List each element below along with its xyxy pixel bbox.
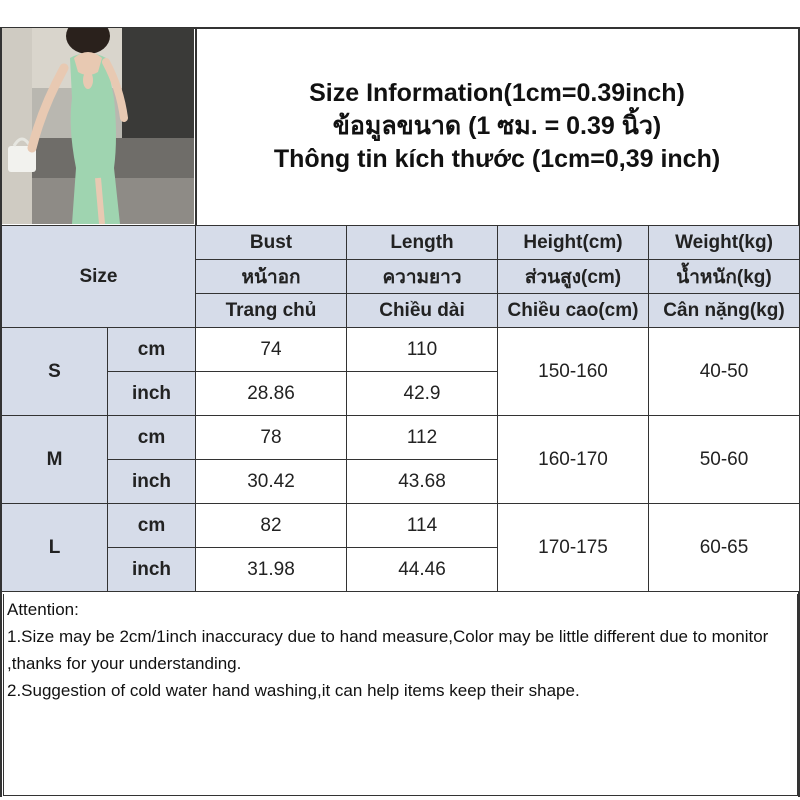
col-weight-en: Weight(kg)	[649, 226, 800, 260]
height-value: 150-160	[498, 328, 649, 416]
bust-inch-value: 30.42	[196, 460, 347, 504]
col-bust-th: หน้าอก	[196, 260, 347, 294]
col-height-th: ส่วนสูง(cm)	[498, 260, 649, 294]
col-height-vi: Chiều cao(cm)	[498, 294, 649, 328]
col-length-en: Length	[347, 226, 498, 260]
col-length-th: ความยาว	[347, 260, 498, 294]
weight-value: 50-60	[649, 416, 800, 504]
bust-inch-value: 31.98	[196, 548, 347, 592]
col-bust-en: Bust	[196, 226, 347, 260]
title-block	[196, 28, 798, 224]
table-row	[2, 504, 800, 548]
length-cm-value: 114	[347, 504, 498, 548]
title-thai: ข้อมูลขนาด (1 ซม. = 0.39 นิ้ว)	[332, 111, 662, 140]
bust-cm-value: 78	[196, 416, 347, 460]
unit-inch-label: inch	[108, 460, 196, 504]
size-m-label: M	[2, 416, 108, 504]
unit-cm-label: cm	[108, 328, 196, 372]
length-cm-value: 112	[347, 416, 498, 460]
size-l-label: L	[2, 504, 108, 592]
title-vietnamese: Thông tin kích thước (1cm=0,39 inch)	[273, 144, 721, 173]
length-cm-value: 110	[347, 328, 498, 372]
bust-cm-value: 82	[196, 504, 347, 548]
unit-inch-label: inch	[108, 548, 196, 592]
length-inch-value: 43.68	[347, 460, 498, 504]
size-header: Size	[2, 226, 196, 328]
product-photo	[2, 28, 194, 224]
weight-value: 60-65	[649, 504, 800, 592]
col-weight-th: น้ำหนัก(kg)	[649, 260, 800, 294]
length-inch-value: 42.9	[347, 372, 498, 416]
col-weight-vi: Cân nặng(kg)	[649, 294, 800, 328]
col-bust-vi: Trang chủ	[196, 294, 347, 328]
unit-cm-label: cm	[108, 416, 196, 460]
bust-cm-value: 74	[196, 328, 347, 372]
notes-line-1: 1.Size may be 2cm/1inch inaccuracy due to hand measure,Color may be little different due to monitor ,thanks for your understanding.	[7, 627, 769, 673]
unit-inch-label: inch	[108, 372, 196, 416]
size-s-label: S	[2, 328, 108, 416]
product-photo-illustration	[2, 28, 194, 224]
title-english: Size Information(1cm=0.39inch)	[309, 78, 685, 107]
bust-inch-value: 28.86	[196, 372, 347, 416]
weight-value: 40-50	[649, 328, 800, 416]
header-row-english	[2, 226, 800, 260]
length-inch-value: 44.46	[347, 548, 498, 592]
notes-line-2: 2.Suggestion of cold water hand washing,it can help items keep their shape.	[7, 681, 580, 700]
table-row	[2, 416, 800, 460]
height-value: 170-175	[498, 504, 649, 592]
height-value: 160-170	[498, 416, 649, 504]
attention-notes	[3, 594, 798, 796]
col-length-vi: Chiều dài	[347, 294, 498, 328]
table-row	[2, 328, 800, 372]
col-height-en: Height(cm)	[498, 226, 649, 260]
notes-heading: Attention:	[7, 600, 79, 619]
unit-cm-label: cm	[108, 504, 196, 548]
size-table	[1, 225, 800, 592]
